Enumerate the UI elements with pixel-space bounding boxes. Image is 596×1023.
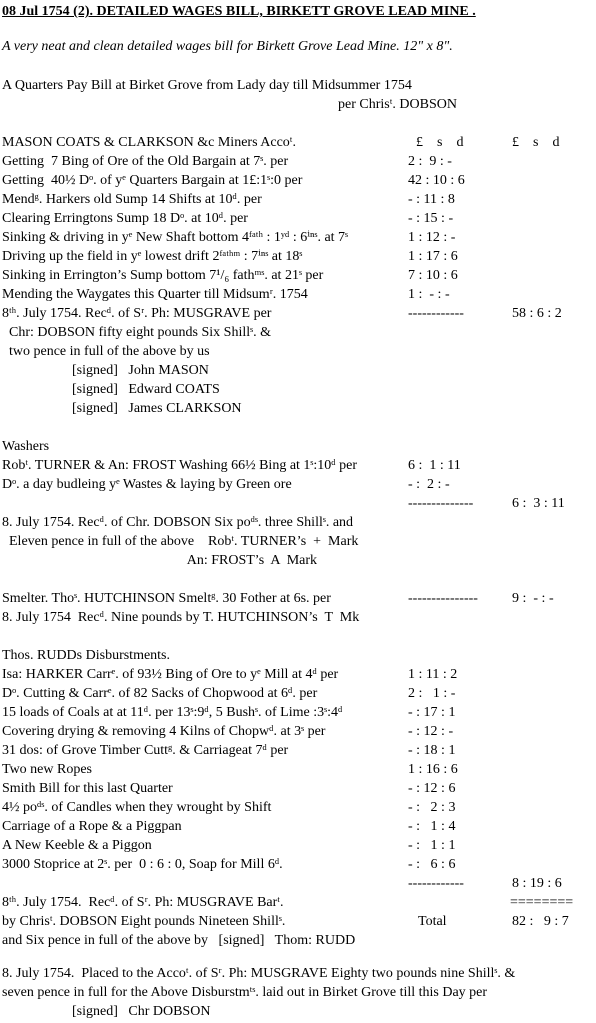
miners-amount: - : 15 : - bbox=[408, 211, 454, 226]
washers-line: Eleven pence in full of the above Robᵗ. TURNER’s + Mark bbox=[2, 534, 359, 549]
miners-line: Clearing Erringtons Sump 18 Dᵒ. at 10ᵈ. per bbox=[2, 211, 248, 226]
smelter-line: Smelter. Thoˢ. HUTCHINSON Smeltᵍ. 30 Fother at 6s. per bbox=[2, 591, 331, 606]
rudd-amount: - : 17 : 1 bbox=[408, 705, 456, 720]
miners-amount: 1 : 17 : 6 bbox=[408, 249, 458, 264]
washers-line: Robᵗ. TURNER & An: FROST Washing 66½ Bing at 1ˢ:10ᵈ per bbox=[2, 458, 358, 473]
miners-line: Mending the Waygates this Quarter till Midsumʳ. 1754 bbox=[2, 287, 308, 302]
rudd-line: Covering drying & removing 4 Kilns of Chopwᵈ. at 3ˢ per bbox=[2, 724, 326, 739]
rudd-line: 4½ poᵈˢ. of Candles when they wrought by Shift bbox=[2, 800, 272, 815]
smelter-amount: --------------- bbox=[408, 591, 478, 606]
smelter-line: 8. July 1754 Recᵈ. Nine pounds by T. HUTCHINSON’s T Mk bbox=[2, 610, 360, 625]
miners-line: [signed] John MASON bbox=[2, 363, 209, 378]
column-heading-1: £ s d bbox=[416, 135, 464, 150]
rudd-total: 8 : 19 : 6 bbox=[512, 876, 562, 891]
miners-line: Sinking in Errington’s Sump bottom 7¹/₆ fathᵐˢ. at 21ˢ per bbox=[2, 268, 324, 283]
washers-line: Washers bbox=[2, 439, 50, 454]
miners-account-heading: MASON COATS & CLARKSON &c Miners Accoᵗ. bbox=[2, 135, 296, 150]
miners-line: Chr: DOBSON fifty eight pounds Six Shillˢ. & bbox=[2, 325, 271, 340]
miners-amount: 1 : 12 : - bbox=[408, 230, 456, 245]
rudd-line: Smith Bill for this last Quarter bbox=[2, 781, 173, 796]
miners-line: Getting 40½ Dᵒ. of yᵉ Quarters Bargain at 1£:1ˢ:0 per bbox=[2, 173, 303, 188]
rudd-total: ======== bbox=[510, 895, 574, 910]
closing-line: seven pence in full for the Above Disburstmᵗˢ. laid out in Birket Grove till this Day per bbox=[2, 985, 488, 1000]
miners-line: two pence in full of the above by us bbox=[2, 344, 210, 359]
miners-amount: 42 : 10 : 6 bbox=[408, 173, 465, 188]
rudd-line: and Six pence in full of the above by [signed] Thom: RUDD bbox=[2, 933, 356, 948]
rudd-amount: 1 : 16 : 6 bbox=[408, 762, 458, 777]
rudd-amount: - : 2 : 3 bbox=[408, 800, 456, 815]
washers-line: An: FROST’s A Mark bbox=[2, 553, 318, 568]
washers-amount: -------------- bbox=[408, 496, 474, 511]
miners-amount: 7 : 10 : 6 bbox=[408, 268, 458, 283]
rudd-amount: - : 1 : 1 bbox=[408, 838, 456, 853]
washers-total: 6 : 3 : 11 bbox=[512, 496, 565, 511]
rudd-line: Dᵒ. Cutting & Carrᵉ. of 82 Sacks of Chopwood at 6ᵈ. per bbox=[2, 686, 318, 701]
washers-amount: - : 2 : - bbox=[408, 477, 450, 492]
rudd-amount: Total bbox=[418, 914, 447, 929]
rudd-line: Thos. RUDDs Disburstments. bbox=[2, 648, 171, 663]
rudd-amount: - : 6 : 6 bbox=[408, 857, 456, 872]
rudd-amount: ------------ bbox=[408, 876, 464, 891]
miners-line: [signed] Edward COATS bbox=[2, 382, 220, 397]
miners-line: Driving up the field in yᵉ lowest drift 2ᶠᵃᵗʰᵐ : 7ⁱⁿˢ at 18ˢ bbox=[2, 249, 303, 264]
miners-amount: 2 : 9 : - bbox=[408, 154, 452, 169]
intro-signature: per Chrisᵗ. DOBSON bbox=[338, 97, 457, 112]
column-heading-2: £ s d bbox=[512, 135, 560, 150]
miners-line: Sinking & driving in yᵉ New Shaft bottom 4ᶠᵃᵗʰ : 1ʸᵈ : 6ⁱⁿˢ. at 7ˢ bbox=[2, 230, 349, 245]
rudd-line: Isa: HARKER Carrᵉ. of 93½ Bing of Ore to yᵉ Mill at 4ᵈ per bbox=[2, 667, 339, 682]
intro-line: A Quarters Pay Bill at Birket Grove from Lady day till Midsummer 1754 bbox=[2, 78, 412, 93]
document-title: 08 Jul 1754 (2). DETAILED WAGES BILL, BIRKETT GROVE LEAD MINE . bbox=[2, 4, 476, 19]
rudd-amount: - : 12 : 6 bbox=[408, 781, 456, 796]
rudd-line: by Chrisᵗ. DOBSON Eight pounds Nineteen Shillˢ. bbox=[2, 914, 286, 929]
washers-amount: 6 : 1 : 11 bbox=[408, 458, 461, 473]
miners-amount: 1 : - : - bbox=[408, 287, 450, 302]
rudd-amount: 1 : 11 : 2 bbox=[408, 667, 458, 682]
rudd-line: 31 dos: of Grove Timber Cuttᵍ. & Carriageat 7ᵈ per bbox=[2, 743, 289, 758]
rudd-total: 82 : 9 : 7 bbox=[512, 914, 569, 929]
miners-amount: - : 11 : 8 bbox=[408, 192, 455, 207]
miners-line: [signed] James CLARKSON bbox=[2, 401, 242, 416]
rudd-amount: - : 12 : - bbox=[408, 724, 454, 739]
smelter-total: 9 : - : - bbox=[512, 591, 554, 606]
rudd-line: 15 loads of Coals at at 11ᵈ. per 13ˢ:9ᵈ, 5 Bushˢ. of Lime :3ˢ:4ᵈ bbox=[2, 705, 343, 720]
rudd-amount: 2 : 1 : - bbox=[408, 686, 456, 701]
rudd-line: A New Keeble & a Piggon bbox=[2, 838, 152, 853]
miners-total: 58 : 6 : 2 bbox=[512, 306, 562, 321]
rudd-line: Two new Ropes bbox=[2, 762, 93, 777]
miners-amount: ------------ bbox=[408, 306, 464, 321]
miners-line: Getting 7 Bing of Ore of the Old Bargain at 7ˢ. per bbox=[2, 154, 289, 169]
closing-line: [signed] Chr DOBSON bbox=[2, 1004, 211, 1019]
miners-line: Mendᵍ. Harkers old Sump 14 Shifts at 10ᵈ. per bbox=[2, 192, 262, 207]
miners-line: 8ᵗʰ. July 1754. Recᵈ. of Sʳ. Ph: MUSGRAVE per bbox=[2, 306, 272, 321]
washers-line: 8. July 1754. Recᵈ. of Chr. DOBSON Six poᵈˢ. three Shillˢ. and bbox=[2, 515, 354, 530]
rudd-amount: - : 1 : 4 bbox=[408, 819, 456, 834]
closing-line: 8. July 1754. Placed to the Accoᵗ. of Sʳ. Ph: MUSGRAVE Eighty two pounds nine Shillˢ. & bbox=[2, 966, 516, 981]
rudd-amount: - : 18 : 1 bbox=[408, 743, 456, 758]
rudd-line: Carriage of a Rope & a Piggpan bbox=[2, 819, 182, 834]
rudd-line: 8ᵗʰ. July 1754. Recᵈ. of Sʳ. Ph: MUSGRAVE Barᵗ. bbox=[2, 895, 284, 910]
document-description: A very neat and clean detailed wages bill for Birkett Grove Lead Mine. 12" x 8". bbox=[2, 39, 453, 54]
washers-line: Dᵒ. a day budleing yᵉ Wastes & laying by Green ore bbox=[2, 477, 292, 492]
rudd-line: 3000 Stoprice at 2ˢ. per 0 : 6 : 0, Soap for Mill 6ᵈ. bbox=[2, 857, 283, 872]
